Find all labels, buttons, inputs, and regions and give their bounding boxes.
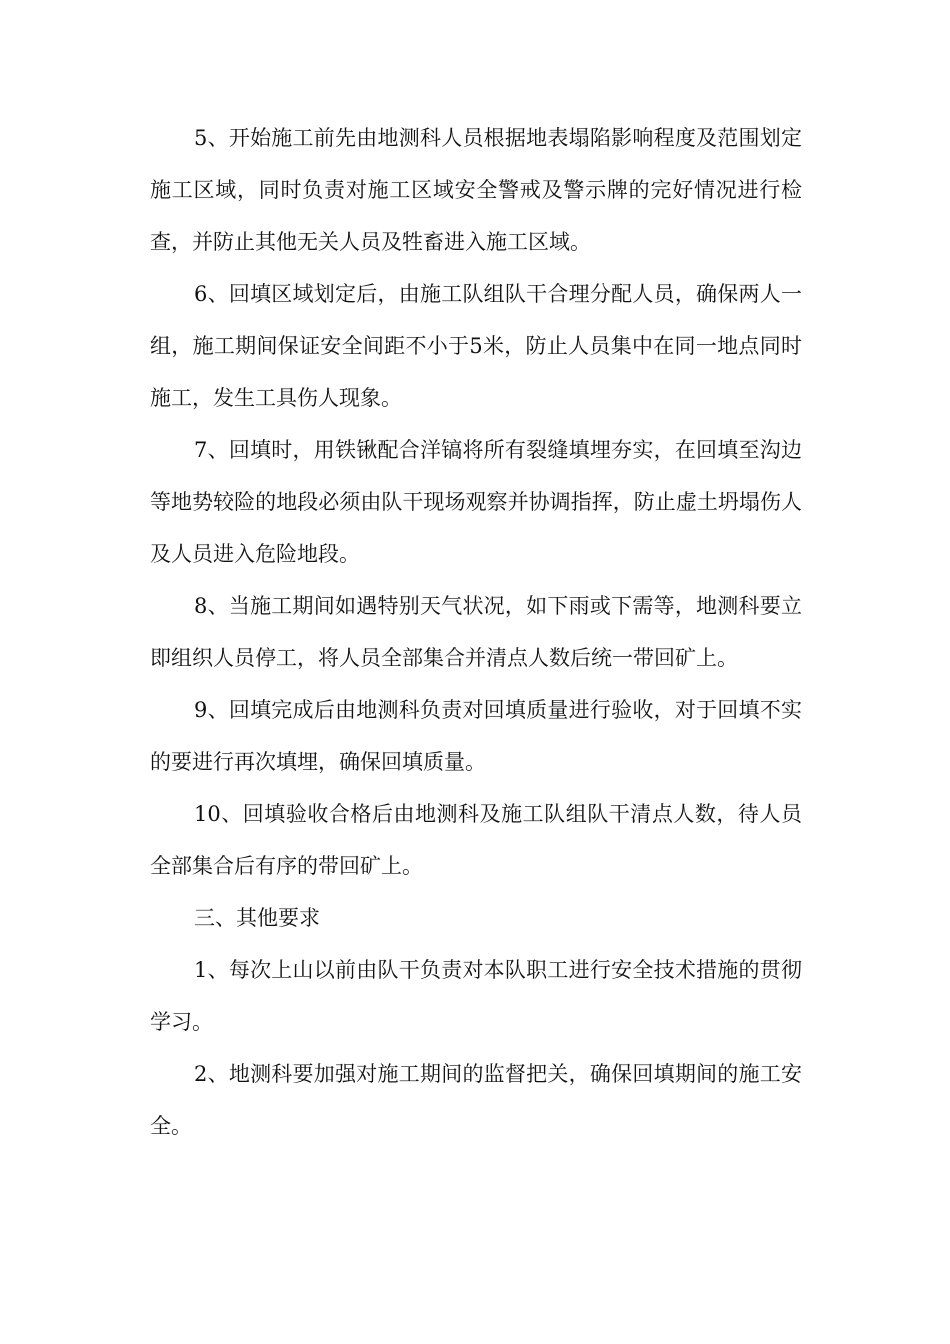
paragraph-item-6: 6、回填区域划定后，由施工队组队干合理分配人员，确保两人一组，施工期间保证安全间距不小于5米，防止人员集中在同一地点同时施工，发生工具伤人现象。: [150, 282, 802, 410]
paragraph-item-8: 8、当施工期间如遇特别天气状况，如下雨或下需等，地测科要立即组织人员停工，将人员全部集合并清点人数后统一带回矿上。: [150, 594, 802, 670]
paragraph-item-7: 7、回填时，用铁锹配合洋镐将所有裂缝填埋夯实，在回填至沟边等地势较险的地段必须由队干现场观察并协调指挥，防止虚土坍塌伤人及人员进入危险地段。: [150, 438, 802, 566]
document-body: [150, 112, 802, 1152]
requirement-item-1: 1、每次上山以前由队干负责对本队职工进行安全技术措施的贯彻学习。: [150, 958, 802, 1034]
requirement-item-2: 2、地测科要加强对施工期间的监督把关，确保回填期间的施工安全。: [150, 1062, 802, 1138]
paragraph-item-5: 5、开始施工前先由地测科人员根据地表塌陷影响程度及范围划定施工区域，同时负责对施工区域安全警戒及警示牌的完好情况进行检查，并防止其他无关人员及牲畜进入施工区域。: [150, 126, 802, 254]
section-heading-other-requirements: 三、其他要求: [194, 906, 320, 930]
paragraph-item-10: 10、回填验收合格后由地测科及施工队组队干清点人数，待人员全部集合后有序的带回矿上。: [150, 802, 802, 878]
paragraph-item-9: 9、回填完成后由地测科负责对回填质量进行验收，对于回填不实的要进行再次填埋，确保回填质量。: [150, 698, 802, 774]
